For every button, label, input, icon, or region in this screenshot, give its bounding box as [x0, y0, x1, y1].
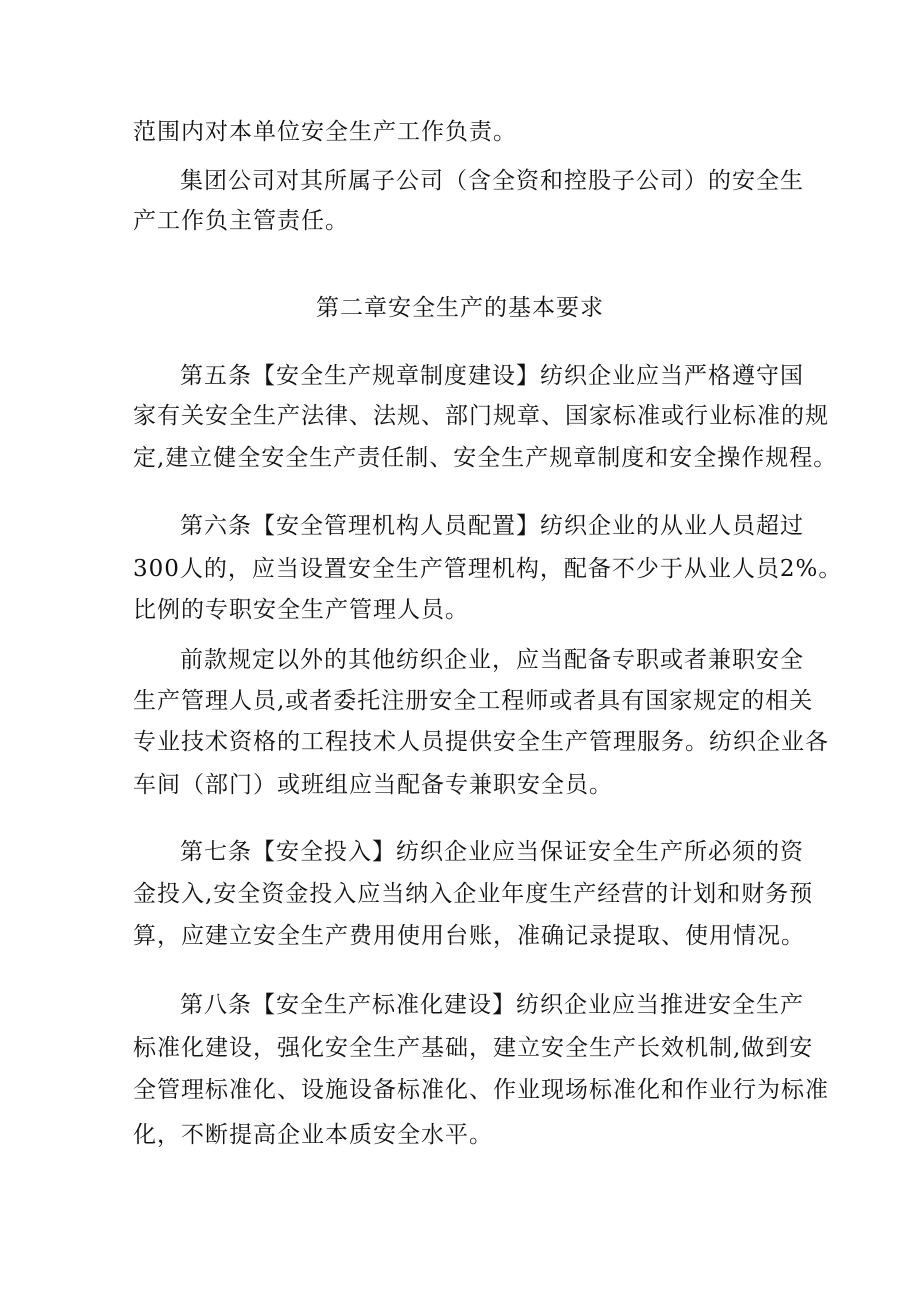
article-5-line: 第五条【安全生产规章制度建设】纺织企业应当严格遵守国: [180, 363, 804, 389]
article-6-line: 比例的专职安全生产管理人员。: [133, 597, 469, 623]
article-8-line: 第八条【安全生产标准化建设】纺织企业应当推进安全生产: [180, 992, 804, 1018]
article-6-paragraph-line: 专业技术资格的工程技术人员提供安全生产管理服务。纺织企业各: [133, 729, 829, 755]
article-6-line: 第六条【安全管理机构人员配置】纺织企业的从业人员超过: [180, 513, 804, 539]
article-7-line: 金投入,安全资金投入应当纳入企业年度生产经营的计划和财务预: [133, 881, 814, 907]
article-6-paragraph-line: 车间（部门）或班组应当配备专兼职安全员。: [133, 772, 613, 798]
article-6-paragraph-line: 生产管理人员,或者委托注册安全工程师或者具有国家规定的相关: [133, 688, 814, 714]
intro-paragraph-line: 产工作负主管责任。: [133, 208, 349, 234]
article-6-paragraph-line: 前款规定以外的其他纺织企业，应当配备专职或者兼职安全: [180, 647, 804, 673]
article-7-line: 算，应建立安全生产费用使用台账，准确记录提取、使用情况。: [133, 923, 805, 949]
article-8-line: 标准化建设，强化安全生产基础，建立安全生产长效机制,做到安: [133, 1035, 814, 1061]
article-5-line: 家有关安全生产法律、法规、部门规章、国家标准或行业标准的规: [133, 403, 829, 429]
article-8-line: 全管理标准化、设施设备标准化、作业现场标准化和作业行为标准: [133, 1077, 829, 1103]
article-6-line: 300人的，应当设置安全生产管理机构，配备不少于从业人员2%。: [133, 556, 843, 582]
article-7-line: 第七条【安全投入】纺织企业应当保证安全生产所必须的资: [180, 839, 804, 865]
intro-paragraph-line: 集团公司对其所属子公司（含全资和控股子公司）的安全生: [180, 168, 804, 194]
chapter-title: 第二章安全生产的基本要求: [316, 295, 604, 321]
article-8-line: 化，不断提高企业本质安全水平。: [133, 1122, 493, 1148]
article-5-line: 定,建立健全安全生产责任制、安全生产规章制度和安全操作规程。: [133, 445, 838, 471]
intro-line: 范围内对本单位安全生产工作负责。: [133, 119, 517, 145]
